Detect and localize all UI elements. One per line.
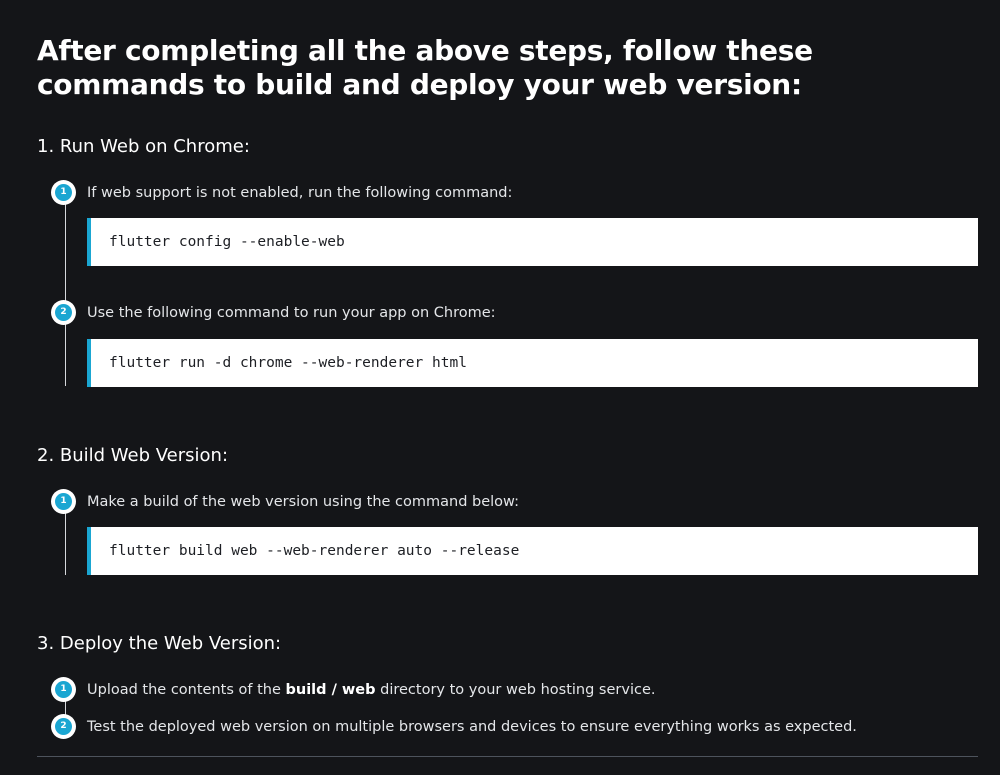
step-list-build-web: [51, 489, 978, 579]
step-number-badge: [51, 180, 76, 205]
step-description: Test the deployed web version on multiple browsers and devices to ensure everything works as expected.: [87, 719, 857, 735]
step-number: 1: [55, 681, 72, 698]
step-number-badge: [51, 489, 76, 514]
step-number: 2: [55, 304, 72, 321]
build-web-directory: build / web: [285, 682, 376, 698]
timeline-line: [65, 192, 66, 386]
section-title-build-web: 2. Build Web Version:: [37, 445, 229, 466]
step-number-badge: [51, 714, 76, 739]
section-title-run-web: 1. Run Web on Chrome:: [37, 136, 250, 157]
page-title: After completing all the above steps, follow these commands to build and deploy your web version:: [37, 34, 813, 101]
step-number-badge: [51, 300, 76, 325]
step-description: Make a build of the web version using the command below:: [87, 494, 520, 510]
step-list-run-web: [51, 180, 978, 390]
step-number: 1: [55, 493, 72, 510]
step-description: Use the following command to run your app on Chrome:: [87, 305, 496, 321]
step-number: 1: [55, 184, 72, 201]
step-text-before: Upload the contents of the: [87, 682, 286, 698]
code-block-enable-web[interactable]: flutter config --enable-web: [87, 218, 978, 266]
step-description: [87, 680, 655, 700]
step-description: If web support is not enabled, run the following command:: [87, 185, 513, 201]
code-block-run-chrome[interactable]: flutter run -d chrome --web-renderer html: [87, 339, 978, 387]
section-title-deploy-web: 3. Deploy the Web Version:: [37, 633, 282, 654]
bottom-divider: [37, 756, 978, 757]
step-number-badge: [51, 677, 76, 702]
code-block-build-release[interactable]: flutter build web --web-renderer auto --release: [87, 527, 978, 575]
step-list-deploy-web: [51, 677, 978, 737]
step-number: 2: [55, 718, 72, 735]
step-text-after: directory to your web hosting service.: [375, 682, 656, 698]
